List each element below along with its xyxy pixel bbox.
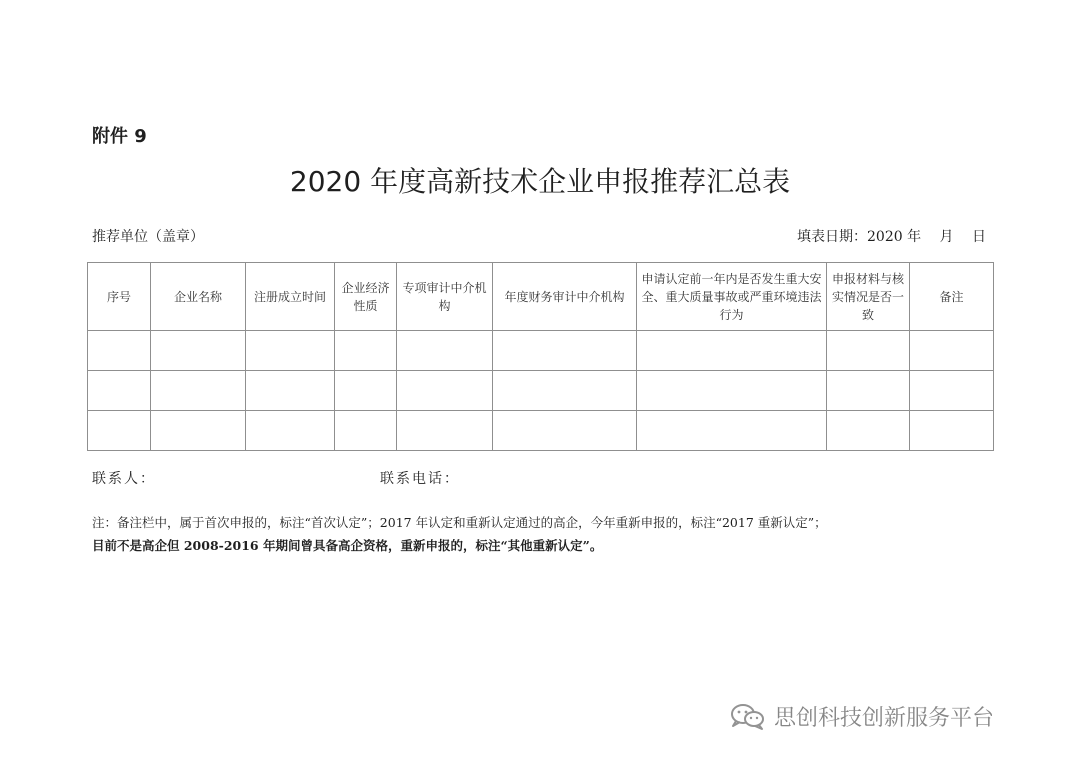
table-cell[interactable] (88, 411, 151, 451)
table-cell[interactable] (246, 411, 335, 451)
table-cell[interactable] (88, 331, 151, 371)
table-cell[interactable] (397, 411, 493, 451)
table-cell[interactable] (910, 411, 994, 451)
column-header-material-consistency: 申报材料与核实情况是否一致 (827, 263, 910, 331)
table-row (88, 411, 994, 451)
table-cell[interactable] (335, 371, 397, 411)
table-row (88, 331, 994, 371)
table-cell[interactable] (827, 331, 910, 371)
table-cell[interactable] (637, 331, 827, 371)
table-cell[interactable] (493, 411, 637, 451)
table-cell[interactable] (397, 331, 493, 371)
table-cell[interactable] (397, 371, 493, 411)
table-cell[interactable] (246, 331, 335, 371)
fill-date-label: 填表日期：2020 年 月 日 (797, 229, 986, 245)
table-cell[interactable] (151, 371, 246, 411)
column-header-special-audit-agency: 专项审计中介机构 (397, 263, 493, 331)
page-title: 2020 年度高新技术企业申报推荐汇总表 (289, 165, 791, 198)
table-cell[interactable] (246, 371, 335, 411)
attachment-label: 附件 9 (92, 126, 147, 147)
contact-phone-label: 联系电话： (380, 471, 460, 487)
watermark (728, 701, 994, 731)
table-cell[interactable] (493, 331, 637, 371)
table-cell[interactable] (335, 411, 397, 451)
table-cell[interactable] (637, 411, 827, 451)
column-header-serial: 序号 (88, 263, 151, 331)
note-line-1: 注：备注栏中，属于首次申报的，标注“首次认定”；2017 年认定和重新认定通过的高企，今年重新申报的，标注“2017 重新认定”； (92, 515, 827, 530)
table-cell[interactable] (910, 331, 994, 371)
table-cell[interactable] (827, 411, 910, 451)
table-cell[interactable] (151, 331, 246, 371)
recommend-unit-label: 推荐单位（盖章） (92, 229, 204, 245)
summary-table (87, 262, 994, 451)
table-cell[interactable] (88, 371, 151, 411)
column-header-remarks: 备注 (910, 263, 994, 331)
table-header-row (88, 263, 994, 331)
table-cell[interactable] (910, 371, 994, 411)
table-cell[interactable] (637, 371, 827, 411)
wechat-icon (728, 701, 768, 731)
table-cell[interactable] (827, 371, 910, 411)
table-cell[interactable] (493, 371, 637, 411)
table-cell[interactable] (335, 331, 397, 371)
column-header-company-name: 企业名称 (151, 263, 246, 331)
column-header-economic-nature: 企业经济性质 (335, 263, 397, 331)
column-header-safety-incident: 申请认定前一年内是否发生重大安全、重大质量事故或严重环境违法行为 (637, 263, 827, 331)
note-line-2: 目前不是高企但 2008-2016 年期间曾具备高企资格，重新申报的，标注“其他重新认定”。 (92, 538, 603, 553)
table-row (88, 371, 994, 411)
table-cell[interactable] (151, 411, 246, 451)
contact-person-label: 联系人： (92, 471, 156, 487)
column-header-registration-date: 注册成立时间 (246, 263, 335, 331)
column-header-annual-audit-agency: 年度财务审计中介机构 (493, 263, 637, 331)
watermark-text: 思创科技创新服务平台 (774, 705, 995, 731)
